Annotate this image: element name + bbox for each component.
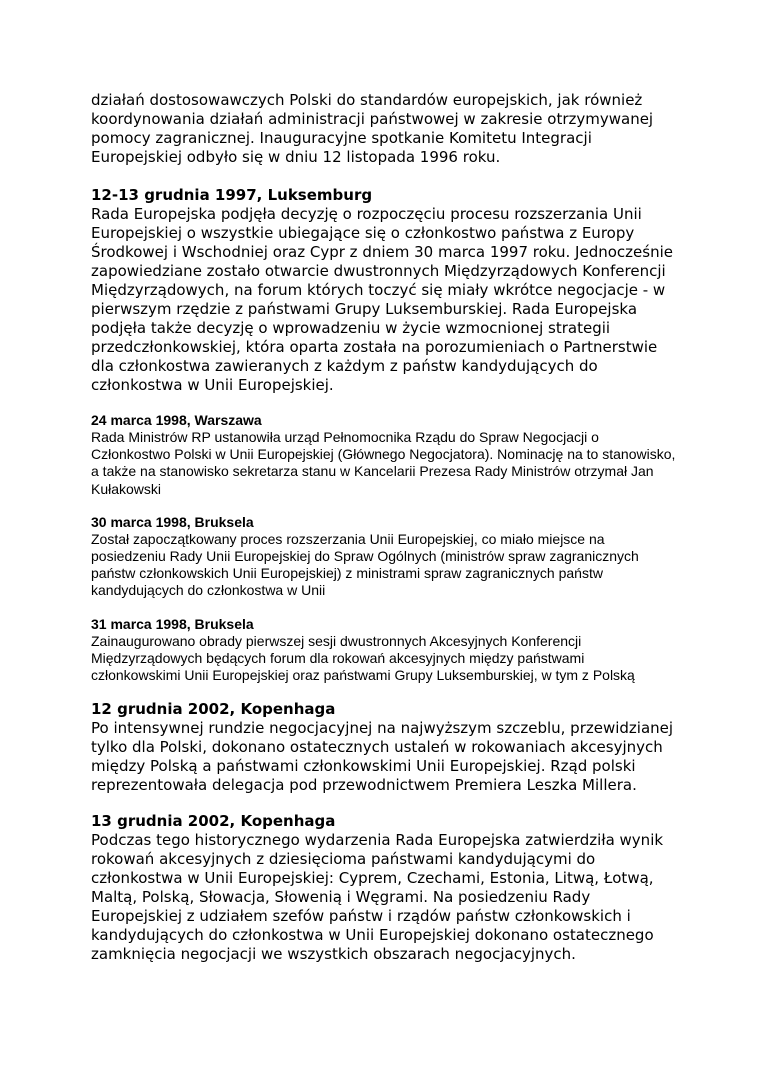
entry-heading: 13 grudnia 2002, Kopenhaga <box>91 812 336 831</box>
entry-heading: 12 grudnia 2002, Kopenhaga <box>91 700 336 719</box>
entry-heading: 12-13 grudnia 1997, Luksemburg <box>91 186 373 204</box>
timeline-entry <box>91 812 676 964</box>
timeline-entry <box>91 412 676 498</box>
entry-text: Zainaugurowano obrady pierwszej sesji dwustronnych Akcesyjnych Konferencji Międzyrządowych będących forum dla rokowań akcesyjnych między państwami członkowskimi Unii Europejskiej oraz państwami Grupy Luksemburskiej, w tym z Polską <box>91 632 635 684</box>
timeline-entry <box>91 700 676 795</box>
entry-heading: 31 marca 1998, Bruksela <box>91 615 254 632</box>
intro-paragraph: działań dostosowawczych Polski do standardów europejskich, jak również koordynowania działań administracji państwowej w zakresie otrzymywanej pomocy zagranicznej. Inauguracyjne spotkanie Komitetu Integracji Europejskiej odbyło się w dniu 12 listopada 1996 roku. <box>91 91 654 166</box>
timeline-entry <box>91 514 676 600</box>
timeline-entry <box>91 616 676 685</box>
entry-text: Został zapoczątkowany proces rozszerzania Unii Europejskiej, co miało miejsce na posiedzeniu Rady Unii Europejskiej do Spraw Ogólnych (ministrów spraw zagranicznych państw członkowskich Unii Europejskiej) z ministrami spraw zagranicznych państw kandydujących do członkostwa w Unii <box>91 530 639 599</box>
timeline-entry <box>91 186 676 395</box>
document-page <box>91 91 676 981</box>
entry-text: Po intensywnej rundzie negocjacyjnej na najwyższym szczeblu, przewidzianej tylko dla Polski, dokonano ostatecznych ustaleń w rokowaniach akcesyjnych między Polską a państwami członkowskimi Unii Europejskiej. Rząd polski reprezentowała delegacja pod przewodnictwem Premiera Leszka Millera. <box>91 719 674 795</box>
entry-heading: 24 marca 1998, Warszawa <box>91 412 262 428</box>
entry-heading: 30 marca 1998, Bruksela <box>91 513 254 530</box>
entry-text: Rada Europejska podjęła decyzję o rozpoczęciu procesu rozszerzania Unii Europejskiej o wszystkie ubiegające się o członkostwo państwa z Europy Środkowej i Wschodniej oraz Cypr z dniem 30 marca 1997 roku. Jednocześnie zapowiedziane zostało otwarcie dwustronnych Międzyrządowych Konferencji Międzyrządowych, na forum których toczyć się miały wkrótce negocjacje - w pierwszym rzędzie z państwami Grupy Luksemburskiej. Rada Europejska podjęła także decyzję o wprowadzeniu w życie wzmocnionej strategii przedczłonkowskiej, która oparta została na porozumieniach o Partnerstwie dla członkostwa zawieranych z każdym z państw kandydujących do członkostwa w Unii Europejskiej. <box>91 205 673 394</box>
entry-text: Rada Ministrów RP ustanowiła urząd Pełnomocnika Rządu do Spraw Negocjacji o Członkostwo Polski w Unii Europejskiej (Głównego Negocjatora). Nominację na to stanowisko, a także na stanowisko sekretarza stanu w Kancelarii Prezesa Rady Ministrów otrzymał Jan Kułakowski <box>91 429 676 497</box>
entry-text: Podczas tego historycznego wydarzenia Rada Europejska zatwierdziła wynik rokowań akcesyjnych z dziesięcioma państwami kandydującymi do członkostwa w Unii Europejskiej: Cyprem, Czechami, Estonia, Litwą, Łotwą, Maltą, Polską, Słowacja, Słowenią i Węgrami. Na posiedzeniu Rady Europejskiej z udziałem szefów państw i rządów państw członkowskich i kandydujących do członkostwa w Unii Europejskiej dokonano ostatecznego zamknięcia negocjacji we wszystkich obszarach negocjacyjnych. <box>91 831 664 964</box>
